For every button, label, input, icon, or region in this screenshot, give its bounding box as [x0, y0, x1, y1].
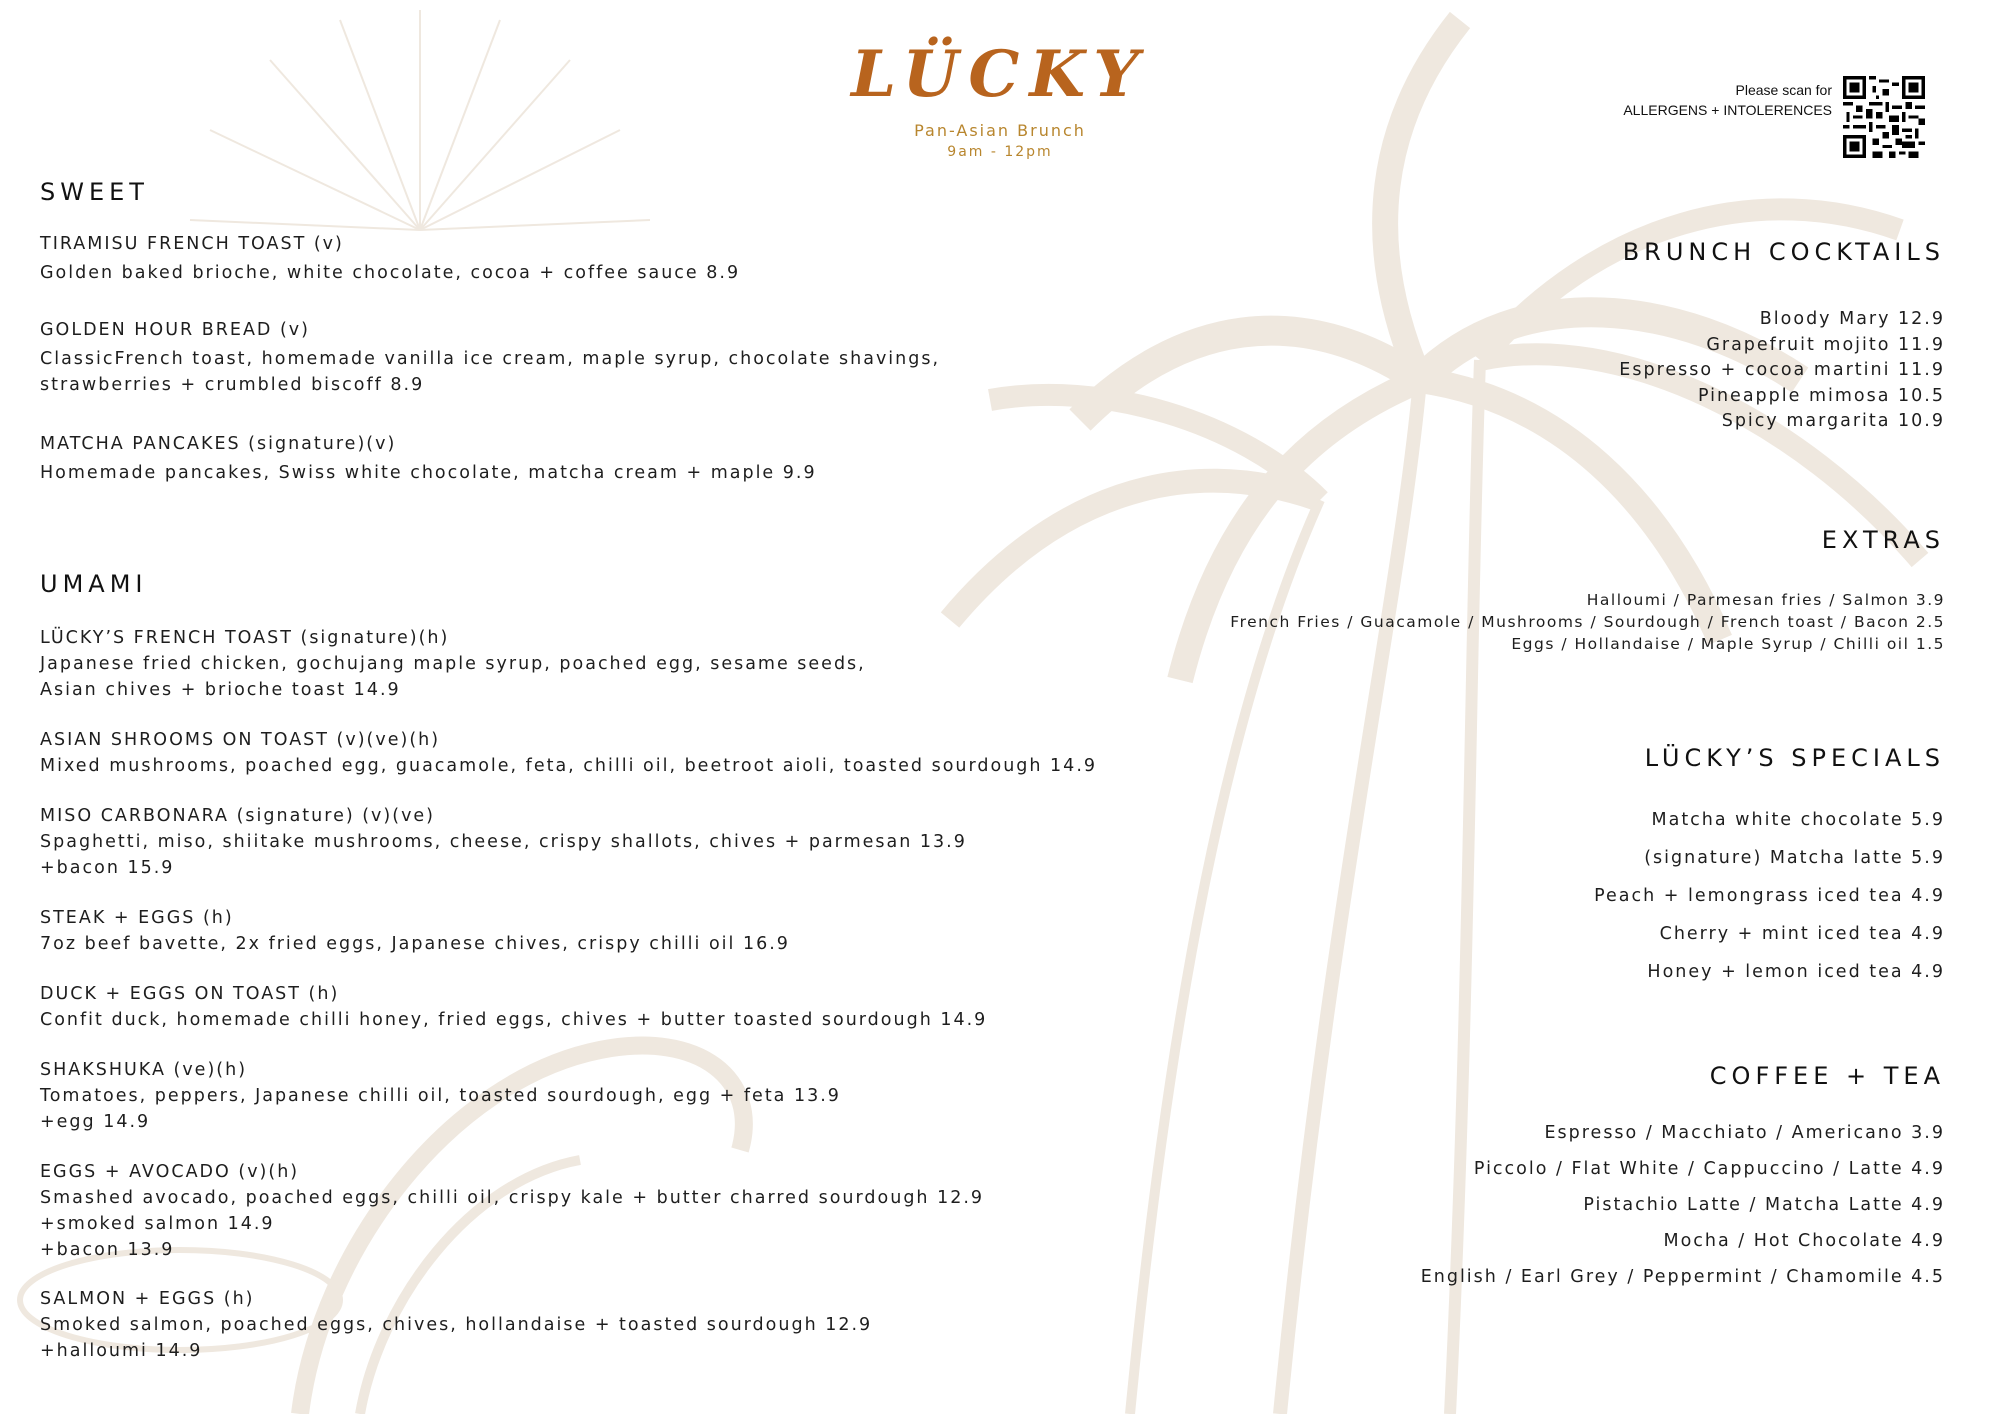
list-item: Espresso / Macchiato / Americano 3.9 [1544, 1123, 1945, 1143]
menu-item [40, 431, 817, 486]
item-description: Tomatoes, peppers, Japanese chilli oil, toasted sourdough, egg + feta 13.9 [40, 1086, 841, 1106]
list-item: Honey + lemon iced tea 4.9 [1647, 962, 1945, 982]
opening-hours: 9am - 12pm [947, 144, 1053, 160]
item-addon: +bacon 15.9 [40, 858, 175, 878]
item-addon: +halloumi 14.9 [40, 1341, 203, 1361]
specials-list [1594, 801, 1945, 991]
item-addon: +bacon 13.9 [40, 1240, 175, 1260]
item-name: GOLDEN HOUR BREAD (v) [40, 320, 310, 340]
item-name: EGGS + AVOCADO (v)(h) [40, 1162, 300, 1182]
item-name: TIRAMISU FRENCH TOAST (v) [40, 234, 344, 254]
item-addon: +egg 14.9 [40, 1112, 151, 1132]
cocktails-list [1619, 307, 1945, 435]
list-item: Matcha white chocolate 5.9 [1651, 810, 1945, 830]
list-item: English / Earl Grey / Peppermint / Chamomile 4.5 [1420, 1267, 1945, 1287]
menu-item [40, 1159, 984, 1263]
list-item: Pistachio Latte / Matcha Latte 4.9 [1583, 1195, 1945, 1215]
qr-code-icon[interactable] [1843, 76, 1925, 158]
item-description: Japanese fried chicken, gochujang maple syrup, poached egg, sesame seeds, [40, 654, 866, 674]
item-name: SHAKSHUKA (ve)(h) [40, 1060, 248, 1080]
list-item: Cherry + mint iced tea 4.9 [1659, 924, 1945, 944]
menu-item [40, 905, 790, 957]
menu-item [40, 1057, 841, 1135]
section-title-cocktails: BRUNCH COCKTAILS [1622, 238, 1945, 266]
item-description-continued: strawberries + crumbled biscoff 8.9 [40, 375, 425, 395]
item-description: Smashed avocado, poached eggs, chilli oil, crispy kale + butter charred sourdough 12.9 [40, 1188, 985, 1208]
item-name: MISO CARBONARA (signature) (v)(ve) [40, 806, 436, 826]
item-description: Homemade pancakes, Swiss white chocolate, matcha cream + maple 9.9 [40, 463, 817, 483]
section-title-specials: LÜCKY’S SPECIALS [1644, 744, 1945, 772]
item-description: Golden baked brioche, white chocolate, cocoa + coffee sauce 8.9 [40, 263, 741, 283]
section-title-extras: EXTRAS [1821, 526, 1945, 554]
item-name: ASIAN SHROOMS ON TOAST (v)(ve)(h) [40, 730, 441, 750]
menu-item [40, 625, 866, 703]
list-item: Espresso + cocoa martini 11.9 [1619, 360, 1945, 380]
menu-item [40, 231, 740, 286]
restaurant-logo: LÜCKY [851, 37, 1149, 112]
extras-list [1230, 589, 1945, 655]
item-name: SALMON + EGGS (h) [40, 1289, 255, 1309]
list-item: Bloody Mary 12.9 [1759, 309, 1945, 329]
item-description: Mixed mushrooms, poached egg, guacamole, feta, chilli oil, beetroot aioli, toasted sourdough 14.9 [40, 756, 1098, 776]
item-description: Confit duck, homemade chilli honey, fried eggs, chives + butter toasted sourdough 14.9 [40, 1010, 988, 1030]
allergen-note-line1: Please scan for [1735, 82, 1832, 98]
list-item: Piccolo / Flat White / Cappuccino / Latte 4.9 [1473, 1159, 1945, 1179]
item-name: DUCK + EGGS ON TOAST (h) [40, 984, 340, 1004]
list-item: French Fries / Guacamole / Mushrooms / Sourdough / French toast / Bacon 2.5 [1230, 613, 1945, 631]
section-title-umami: UMAMI [40, 570, 148, 598]
section-title-coffee: COFFEE + TEA [1709, 1062, 1945, 1090]
list-item: Halloumi / Parmesan fries / Salmon 3.9 [1586, 591, 1945, 609]
allergen-note [1623, 80, 1832, 120]
menu-item [40, 317, 940, 398]
list-item: Eggs / Hollandaise / Maple Syrup / Chilli oil 1.5 [1511, 635, 1945, 653]
list-item: Peach + lemongrass iced tea 4.9 [1594, 886, 1945, 906]
coffee-list [1421, 1115, 1945, 1295]
item-description: Spaghetti, miso, shiitake mushrooms, cheese, crispy shallots, chives + parmesan 13.9 [40, 832, 967, 852]
item-name: STEAK + EGGS (h) [40, 908, 234, 928]
list-item: Grapefruit mojito 11.9 [1706, 334, 1945, 355]
tagline: Pan-Asian Brunch [914, 121, 1086, 140]
list-item: Mocha / Hot Chocolate 4.9 [1663, 1231, 1945, 1251]
section-title-sweet: SWEET [40, 178, 149, 206]
item-description: Smoked salmon, poached eggs, chives, hollandaise + toasted sourdough 12.9 [40, 1315, 873, 1335]
item-name: LÜCKY’S FRENCH TOAST (signature)(h) [40, 628, 450, 648]
allergen-note-line2: ALLERGENS + INTOLERENCES [1623, 102, 1832, 118]
item-addon: +smoked salmon 14.9 [40, 1214, 275, 1234]
menu-item [40, 1286, 872, 1364]
menu-item [40, 727, 1097, 779]
list-item: Spicy margarita 10.9 [1721, 411, 1945, 431]
item-description-continued: Asian chives + brioche toast 14.9 [40, 680, 401, 700]
list-item: (signature) Matcha latte 5.9 [1644, 848, 1945, 868]
menu-item [40, 803, 967, 881]
item-description: ClassicFrench toast, homemade vanilla ice cream, maple syrup, chocolate shavings, [40, 349, 941, 369]
menu-item [40, 981, 987, 1033]
item-name: MATCHA PANCAKES (signature)(v) [40, 434, 397, 454]
item-description: 7oz beef bavette, 2x fried eggs, Japanese chives, crispy chilli oil 16.9 [40, 934, 790, 954]
list-item: Pineapple mimosa 10.5 [1697, 385, 1945, 406]
